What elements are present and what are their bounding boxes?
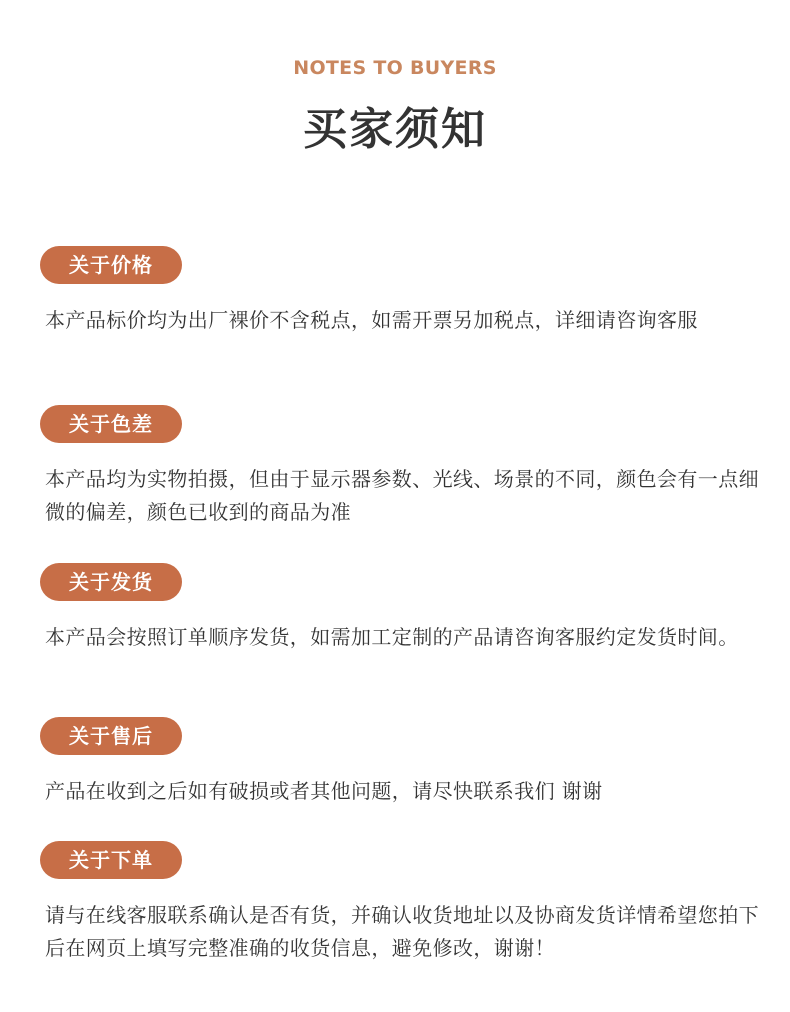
- section-label-after-sales: 关于售后: [40, 717, 182, 755]
- section-text-color-difference: 本产品均为实物拍摄，但由于显示器参数、光线、场景的不同，颜色会有一点细微的偏差，颜色已收到的商品为准: [45, 467, 759, 524]
- section-after-sales: [40, 717, 760, 808]
- section-text-after-sales: 产品在收到之后如有破损或者其他问题，请尽快联系我们 谢谢: [45, 779, 603, 803]
- page-title: 买家须知: [303, 104, 487, 155]
- section-label-ordering: 关于下单: [40, 841, 182, 879]
- section-label-color-difference: 关于色差: [40, 405, 182, 443]
- section-text-shipping: 本产品会按照订单顺序发货，如需加工定制的产品请咨询客服约定发货时间。: [45, 625, 739, 649]
- page-subtitle: NOTES TO BUYERS: [293, 57, 497, 79]
- section-label-shipping: 关于发货: [40, 563, 182, 601]
- section-label-price: 关于价格: [40, 246, 182, 284]
- section-shipping: [40, 563, 760, 654]
- section-ordering: [40, 841, 760, 965]
- section-text-ordering: 请与在线客服联系确认是否有货，并确认收货地址以及协商发货详情希望您拍下后在网页上填写完整准确的收货信息，避免修改，谢谢！: [45, 903, 759, 960]
- section-price: [40, 246, 760, 337]
- section-text-price: 本产品标价均为出厂裸价不含税点，如需开票另加税点，详细请咨询客服: [45, 308, 698, 332]
- section-color-difference: [40, 405, 760, 529]
